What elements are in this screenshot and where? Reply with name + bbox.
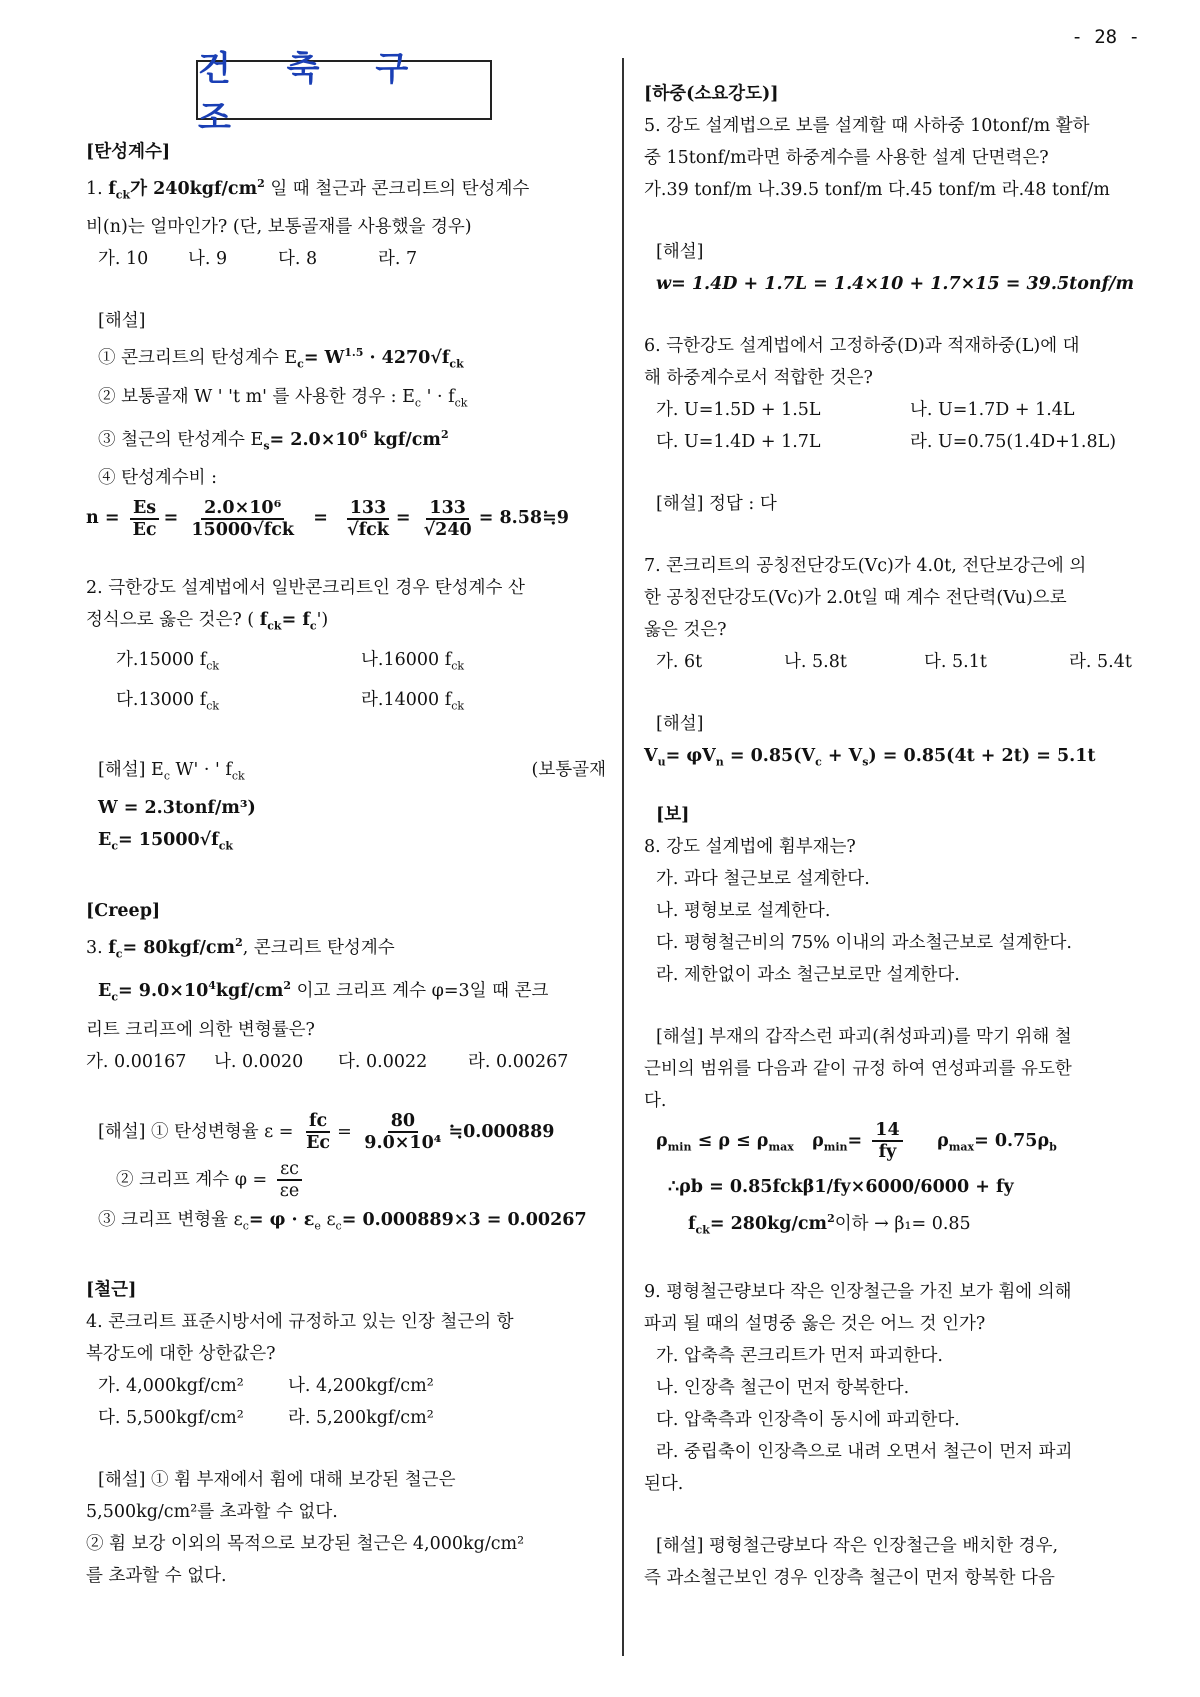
- question-5: 5. 강도 설계법으로 보를 설계할 때 사하중 10tonf/m 활하: [644, 116, 1090, 136]
- option: 다. 5.1t: [924, 652, 987, 672]
- explanation-line: ② 휨 보강 이외의 목적으로 보강된 철근은 4,000kg/cm²: [86, 1534, 525, 1555]
- question-text: 옳은 것은?: [644, 620, 727, 640]
- option: 가. 10: [98, 249, 149, 270]
- option: 나. 평형보로 설계한다.: [656, 900, 831, 921]
- explanation-line: [해설] 부재의 갑작스런 파괴(취성파괴)를 막기 위해 철: [656, 1026, 1072, 1047]
- explanation-label: [해설]: [656, 242, 704, 262]
- question-7: 7. 콘크리트의 공칭전단강도(Vc)가 4.0t, 전단보강근에 의: [644, 556, 1087, 576]
- explanation-line: 근비의 범위를 다음과 같이 규정 하여 연성파괴를 유도한: [644, 1058, 1072, 1079]
- option: 라. 중립축이 인장측으로 내려 오면서 철근이 먼저 파괴: [656, 1442, 1073, 1463]
- explanation-line: [해설] 평형철근량보다 작은 인장철근을 배치한 경우,: [656, 1536, 1059, 1557]
- answer-options: [644, 646, 1164, 678]
- question-text: 복강도에 대한 상한값은?: [86, 1344, 276, 1365]
- option: 가. 압축측 콘크리트가 먼저 파괴한다.: [656, 1346, 943, 1367]
- section-heading: [탄성계수]: [86, 142, 171, 162]
- option: 가.15000 $f_{ck}$: [116, 649, 220, 673]
- option: 라. 0.00267: [468, 1051, 569, 1072]
- explanation-line: ② 크리프 계수 φ = $\frac{\varepsilon c}{\varepsilon e}$: [86, 1156, 606, 1204]
- answer-options: 가.39 tonf/m 나.39.5 tonf/m 다.45 tonf/m 라.48 tonf/m: [644, 180, 1110, 200]
- question-6: 6. 극한강도 설계법에서 고정하중(D)과 적재하중(L)에 대: [644, 336, 1080, 356]
- option-continuation: 된다.: [644, 1474, 684, 1495]
- question-text: 리트 크리프에 의한 변형률은?: [86, 1019, 315, 1040]
- explanation-line: [해설] ① 휨 부재에서 휨에 대해 보강된 철근은: [98, 1470, 456, 1491]
- modulus-ratio-formula: n = $\frac{Es}{Ec}$ = $\frac{\text{2.0×10⁶}}{\text{15000√fck}}$ = $\frac{133}{\text{√fck}}$ = $\frac{133}{√240}$ = 8.58≒9: [86, 497, 569, 540]
- option: 나. 4,200kgf/cm²: [288, 1376, 434, 1397]
- option: 라. 5,200kgf/cm²: [288, 1408, 434, 1429]
- explanation-line: $E_c= 15000√f_{ck}$: [98, 830, 234, 853]
- option: 나. 0.0020: [214, 1051, 304, 1072]
- option: 가. 0.00167: [86, 1051, 187, 1072]
- explanation-line: ④ 탄성계수비 :: [98, 468, 218, 489]
- question-text: 정식으로 옳은 것은? ( $f_{ck}= f_c'$): [86, 610, 329, 633]
- option: 라.14000 $f_{ck}$: [361, 690, 465, 713]
- explanation-line: W = 2.3tonf/m³): [98, 798, 256, 819]
- option: 라. U=0.75(1.4D+1.8L): [910, 432, 1117, 452]
- right-column: [644, 76, 1164, 1594]
- section-heading: [보]: [656, 804, 690, 825]
- option: 라. 제한없이 과소 철근보로만 설계한다.: [656, 964, 960, 985]
- explanation-line: ③ 크리프 변형율 $\varepsilon_c= \varphi \cdot \varepsilon_e$ $\varepsilon_c= 0.000889\times 3 = 0.00267$: [98, 1209, 587, 1233]
- option: 라. 5.4t: [1069, 652, 1132, 672]
- question-text: $E_c= 9.0\times 10^4kgf/cm^2$ 이고 크리프 계수 φ=3일 때 콘크: [98, 979, 549, 1004]
- explanation-label: [해설]: [656, 714, 704, 734]
- explanation-line: [해설] 정답 : 다: [656, 494, 777, 514]
- column-divider: [622, 58, 624, 1656]
- answer-options: [86, 243, 606, 275]
- option: 나. 9: [188, 249, 228, 270]
- option: 나. 5.8t: [784, 652, 847, 672]
- explanation-line: 다.: [644, 1090, 667, 1111]
- explanation-line: ① 콘크리트의 탄성계수 $E_c= W^{1.5} \cdot 4270√f_{ck}$: [98, 346, 464, 371]
- explanation-line: ② 보통골재 W ' 't m' 를 사용한 경우 : $E_c$ ' · $f_{ck}$: [98, 386, 468, 410]
- answer-options: [86, 1046, 606, 1078]
- explanation-line: ∴ρb = 0.85fckβ1/fy×6000/6000 + fy: [668, 1177, 1014, 1197]
- question-text: 한 공칭전단강도(Vc)가 2.0t일 때 계수 전단력(Vu)으로: [644, 588, 1067, 608]
- option: 나. 인장측 철근이 먼저 항복한다.: [656, 1378, 910, 1399]
- explanation-line: ③ 철근의 탄성계수 $E_s= 2.0\times 10^6$ kgf/$cm^2$: [98, 428, 449, 453]
- question-text: 해 하중계수로서 적합한 것은?: [644, 368, 873, 388]
- option: 다.13000 $f_{ck}$: [116, 690, 220, 713]
- option: 가. U=1.5D + 1.5L: [656, 400, 821, 420]
- option: 다. 8: [278, 249, 318, 270]
- page-title: 건 축 구 조: [196, 60, 492, 120]
- answer-options: [86, 1370, 606, 1402]
- question-2: 2. 극한강도 설계법에서 일반콘크리트인 경우 탄성계수 산: [86, 578, 525, 599]
- option: 나.16000 $f_{ck}$: [361, 649, 465, 673]
- option: 다. 평형철근비의 75% 이내의 과소철근보로 설계한다.: [656, 932, 1072, 953]
- shear-formula: $V_u= \varphi V_n = 0.85(V_c + V_s) = 0.85(4t + 2t) = 5.1t$: [644, 746, 1096, 769]
- option: 다. U=1.4D + 1.7L: [656, 432, 821, 452]
- option: 가. 과다 철근보로 설계한다.: [656, 868, 870, 889]
- question-1: 1. $f_{ck}$가 $240kgf/cm^2$ 일 때 철근과 콘크리트의 탄성계수: [86, 177, 530, 202]
- question-text: 파괴 될 때의 설명중 옳은 것은 어느 것 인가?: [644, 1314, 986, 1335]
- explanation-label: [해설]: [98, 311, 146, 332]
- section-heading: [하중(소요강도)]: [644, 84, 779, 104]
- option: 라. 7: [378, 249, 418, 270]
- steel-ratio-formula: $\rho_{min} \le \rho \le \rho_{max}$ $\rho_{min}=$ $\frac{14}{fy}$ $\rho_{max}= 0.75\rho_b$: [656, 1120, 1057, 1162]
- option: 다. 5,500kgf/cm²: [98, 1408, 244, 1429]
- explanation-line: 5,500kg/cm²를 초과할 수 없다.: [86, 1502, 338, 1523]
- answer-options: [86, 643, 606, 724]
- answer-options: [644, 394, 1164, 458]
- question-3: 3. $f_c= 80kgf/cm^2$, 콘크리트 탄성계수: [86, 935, 395, 961]
- load-formula: w= 1.4D + 1.7L = 1.4×10 + 1.7×15 = 39.5tonf/m: [656, 274, 1135, 294]
- option: 가. 4,000kgf/cm²: [98, 1376, 244, 1397]
- option: 다. 압축측과 인장측이 동시에 파괴한다.: [656, 1410, 960, 1431]
- explanation-line: 즉 과소철근보인 경우 인장측 철근이 먼저 항복한 다음: [644, 1568, 1055, 1589]
- answer-options: [86, 1402, 606, 1434]
- option: 가. 6t: [656, 652, 703, 672]
- question-8: 8. 강도 설계법에 휨부재는?: [644, 836, 856, 857]
- explanation-line: [해설] ① 탄성변형율 ε = $\frac{fc}{Ec}$ = $\frac{80}{\text{9.0×10⁴}}$ ≒0.000889: [98, 1111, 555, 1154]
- section-heading: [철근]: [86, 1280, 137, 1301]
- explanation-line: 를 초과할 수 없다.: [86, 1566, 227, 1587]
- question-9: 9. 평형철근량보다 작은 인장철근을 가진 보가 휨에 의해: [644, 1282, 1072, 1303]
- left-column: [86, 49, 606, 1592]
- explanation-line: $f_{ck}= 280kg/cm^2$이하 → β₁= 0.85: [688, 1212, 971, 1237]
- explanation-line: [해설] $E_c$ W' · ' $f_{ck}$ (보통골재: [98, 759, 606, 783]
- option: 다. 0.0022: [338, 1051, 428, 1072]
- question-4: 4. 콘크리트 표준시방서에 규정하고 있는 인장 철근의 항: [86, 1312, 514, 1333]
- option: 나. U=1.7D + 1.4L: [910, 400, 1075, 420]
- question-text: 비(n)는 얼마인가? (단, 보통골재를 사용했을 경우): [86, 217, 472, 238]
- page-number: - 28 -: [1071, 26, 1140, 48]
- section-heading: [Creep]: [86, 900, 161, 921]
- question-text: 중 15tonf/m라면 하중계수를 사용한 설계 단면력은?: [644, 148, 1049, 168]
